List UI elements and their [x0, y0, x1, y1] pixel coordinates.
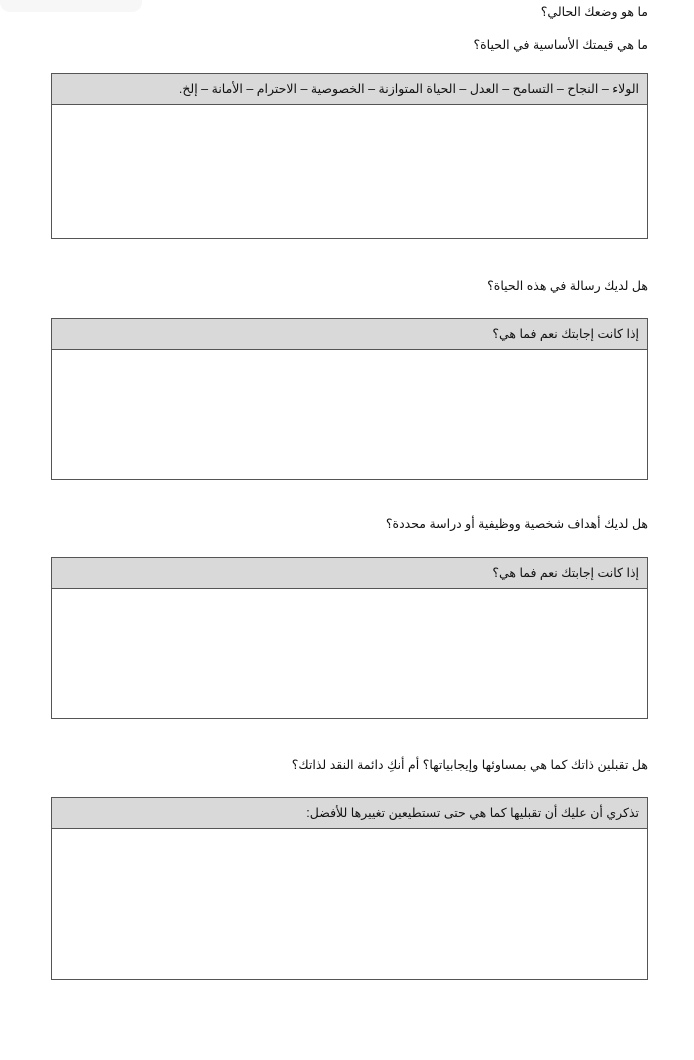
acceptance-answer-box	[51, 797, 648, 980]
question-self-acceptance: هل تقبلين ذاتك كما هي بمساوئها وإيجابياتها؟ أم أنكِ دائمة النقد لذاتك؟	[291, 758, 648, 772]
top-tab	[0, 0, 142, 12]
values-hint: الولاء – النجاح – التسامح – العدل – الحياة المتوازنة – الخصوصية – الاحترام – الأمانة – إلخ.	[52, 74, 647, 105]
goals-hint: إذا كانت إجابتك نعم فما هي؟	[52, 558, 647, 589]
values-answer-box	[51, 73, 648, 239]
values-answer-area[interactable]	[52, 105, 647, 240]
mission-hint: إذا كانت إجابتك نعم فما هي؟	[52, 319, 647, 350]
goals-answer-box	[51, 557, 648, 719]
acceptance-answer-area[interactable]	[52, 829, 647, 981]
question-life-mission: هل لديك رسالة في هذه الحياة؟	[487, 279, 648, 293]
question-core-values: ما هي قيمتك الأساسية في الحياة؟	[473, 38, 648, 52]
goals-answer-area[interactable]	[52, 589, 647, 720]
mission-answer-box	[51, 318, 648, 480]
question-goals: هل لديك أهداف شخصية ووظيفية أو دراسة محددة؟	[385, 517, 648, 531]
acceptance-hint: تذكري أن عليك أن تقبليها كما هي حتى تستطيعين تغييرها للأفضل:	[52, 798, 647, 829]
mission-answer-area[interactable]	[52, 350, 647, 481]
question-current-status: ما هو وضعك الحالي؟	[540, 5, 648, 19]
